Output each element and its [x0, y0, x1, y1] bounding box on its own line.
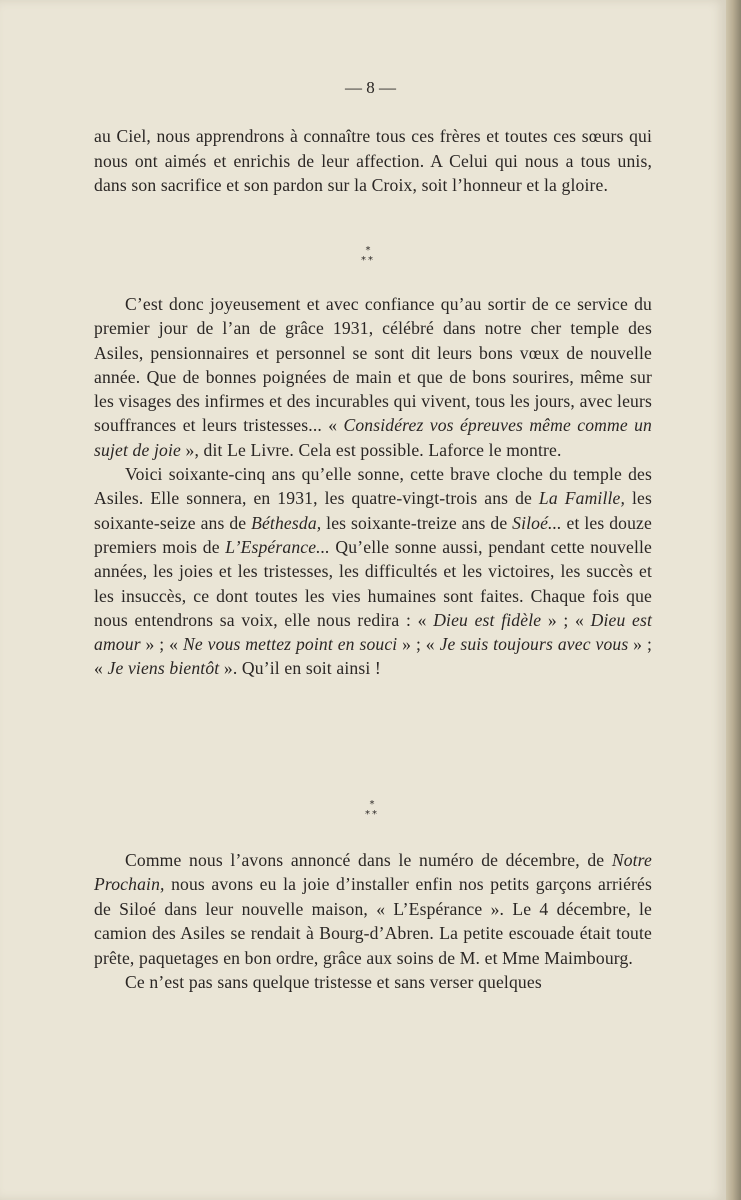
- asterism-stars: **: [365, 809, 379, 820]
- page-number: — 8 —: [345, 78, 396, 97]
- paragraph-2-text-a: C’est donc joyeusement et avec confiance qu’au sortir de ce service du premier jour de l’an de grâce 1931, célébré dans notre cher temple des Asiles, pensionnaires et personnel se sont dit leurs bons vœux de nouvelle année. Que de bonnes poignées de main et que de bons sourires, même sur les visages des infirmes et des incurables qui vivent, tous les jours, avec leurs souffrances et leurs tristesses... «: [94, 294, 652, 436]
- p3-text-k: » ; «: [541, 609, 591, 630]
- p4-text-c: nous avons eu la joie d’installer enfin nos petits garçons arriérés de Siloé dans leur nouvelle maison, « L’Espérance ». Le 4 décembre, le camion des Asiles se rendait à Bourg-d’Abren. La petite escouade était toute prête, paquetages en bon ordre, grâce aux soins de M. et Mme Maimbourg.: [94, 874, 652, 968]
- p3-text-m: » ; «: [140, 634, 183, 655]
- p3-text-o: » ; «: [397, 634, 440, 655]
- p3-text-c: les soixante-seize ans de: [94, 488, 652, 533]
- p3-text-g: et les douze premiers mois de: [94, 512, 652, 557]
- asterism-stars: **: [361, 255, 375, 266]
- paragraph-4: [94, 848, 652, 970]
- paragraph-1: au Ciel, nous apprendrons à connaître tous ces frères et toutes ces sœurs qui nous ont aimés et enrichis de leur affection. A Celui qui nous a tous unis, dans son sacrifice et son pardon sur la Croix, soit l’honneur et la gloire.: [94, 126, 652, 195]
- p3-text-e: les soixante-treize ans de: [321, 512, 513, 533]
- paragraph-2-quote: Considérez vos épreuves même comme un sujet de joie: [94, 415, 652, 460]
- paragraph-2-text-c: », dit Le Livre. Cela est possible. Laforce le montre.: [180, 439, 562, 460]
- paragraph-2: [94, 292, 652, 462]
- page-edge: [726, 0, 741, 1200]
- p3-text-q: » ; «: [94, 634, 652, 679]
- p3-text-a: Voici soixante-cinq ans qu’elle sonne, cette brave cloche du temple des Asiles. Elle sonnera, en 1931, les quatre-vingt-trois ans de: [94, 464, 652, 509]
- p3-text-s: ». Qu’il en soit ainsi !: [219, 658, 381, 679]
- p3-quote-fidele: Dieu est fidèle: [433, 609, 542, 630]
- closing-text-block: [94, 848, 652, 994]
- p4-text-a: Comme nous l’avons annoncé dans le numéro de décembre, de: [125, 850, 612, 870]
- asterism-divider-1: [348, 246, 388, 266]
- p3-text-i: Qu’elle sonne aussi, pendant cette nouvelle années, les joies et les tristesses, les difficultés et les victoires, les succès et les insuccès, ce dont toutes les vies humaines sont faites. Chaque fois que nous entendrons sa voix, elle nous redira : «: [94, 536, 652, 630]
- paragraph-5: Ce n’est pas sans quelque tristesse et sans verser quelques: [125, 972, 542, 993]
- p3-bethesda: Béthesda,: [251, 512, 322, 533]
- main-text-block: [94, 292, 652, 681]
- p3-quote-avec-vous: Je suis toujours avec vous: [439, 634, 629, 655]
- p3-quote-amour: Dieu est amour: [94, 609, 653, 655]
- p3-esperance: L’Espérance...: [225, 536, 330, 557]
- p3-siloe: Siloé...: [512, 512, 562, 533]
- paragraph-3: [94, 462, 652, 681]
- p4-notre-prochain: Notre Prochain,: [94, 850, 652, 895]
- p3-la-famille: La Famille,: [538, 488, 626, 509]
- p3-quote-bientot: Je viens bientôt: [107, 658, 220, 679]
- asterism-star: *: [369, 799, 375, 810]
- asterism-star: *: [365, 245, 371, 256]
- p3-quote-souci: Ne vous mettez point en souci: [182, 634, 398, 655]
- asterism-divider-2: [352, 800, 392, 820]
- paragraph-1-block: [94, 124, 652, 198]
